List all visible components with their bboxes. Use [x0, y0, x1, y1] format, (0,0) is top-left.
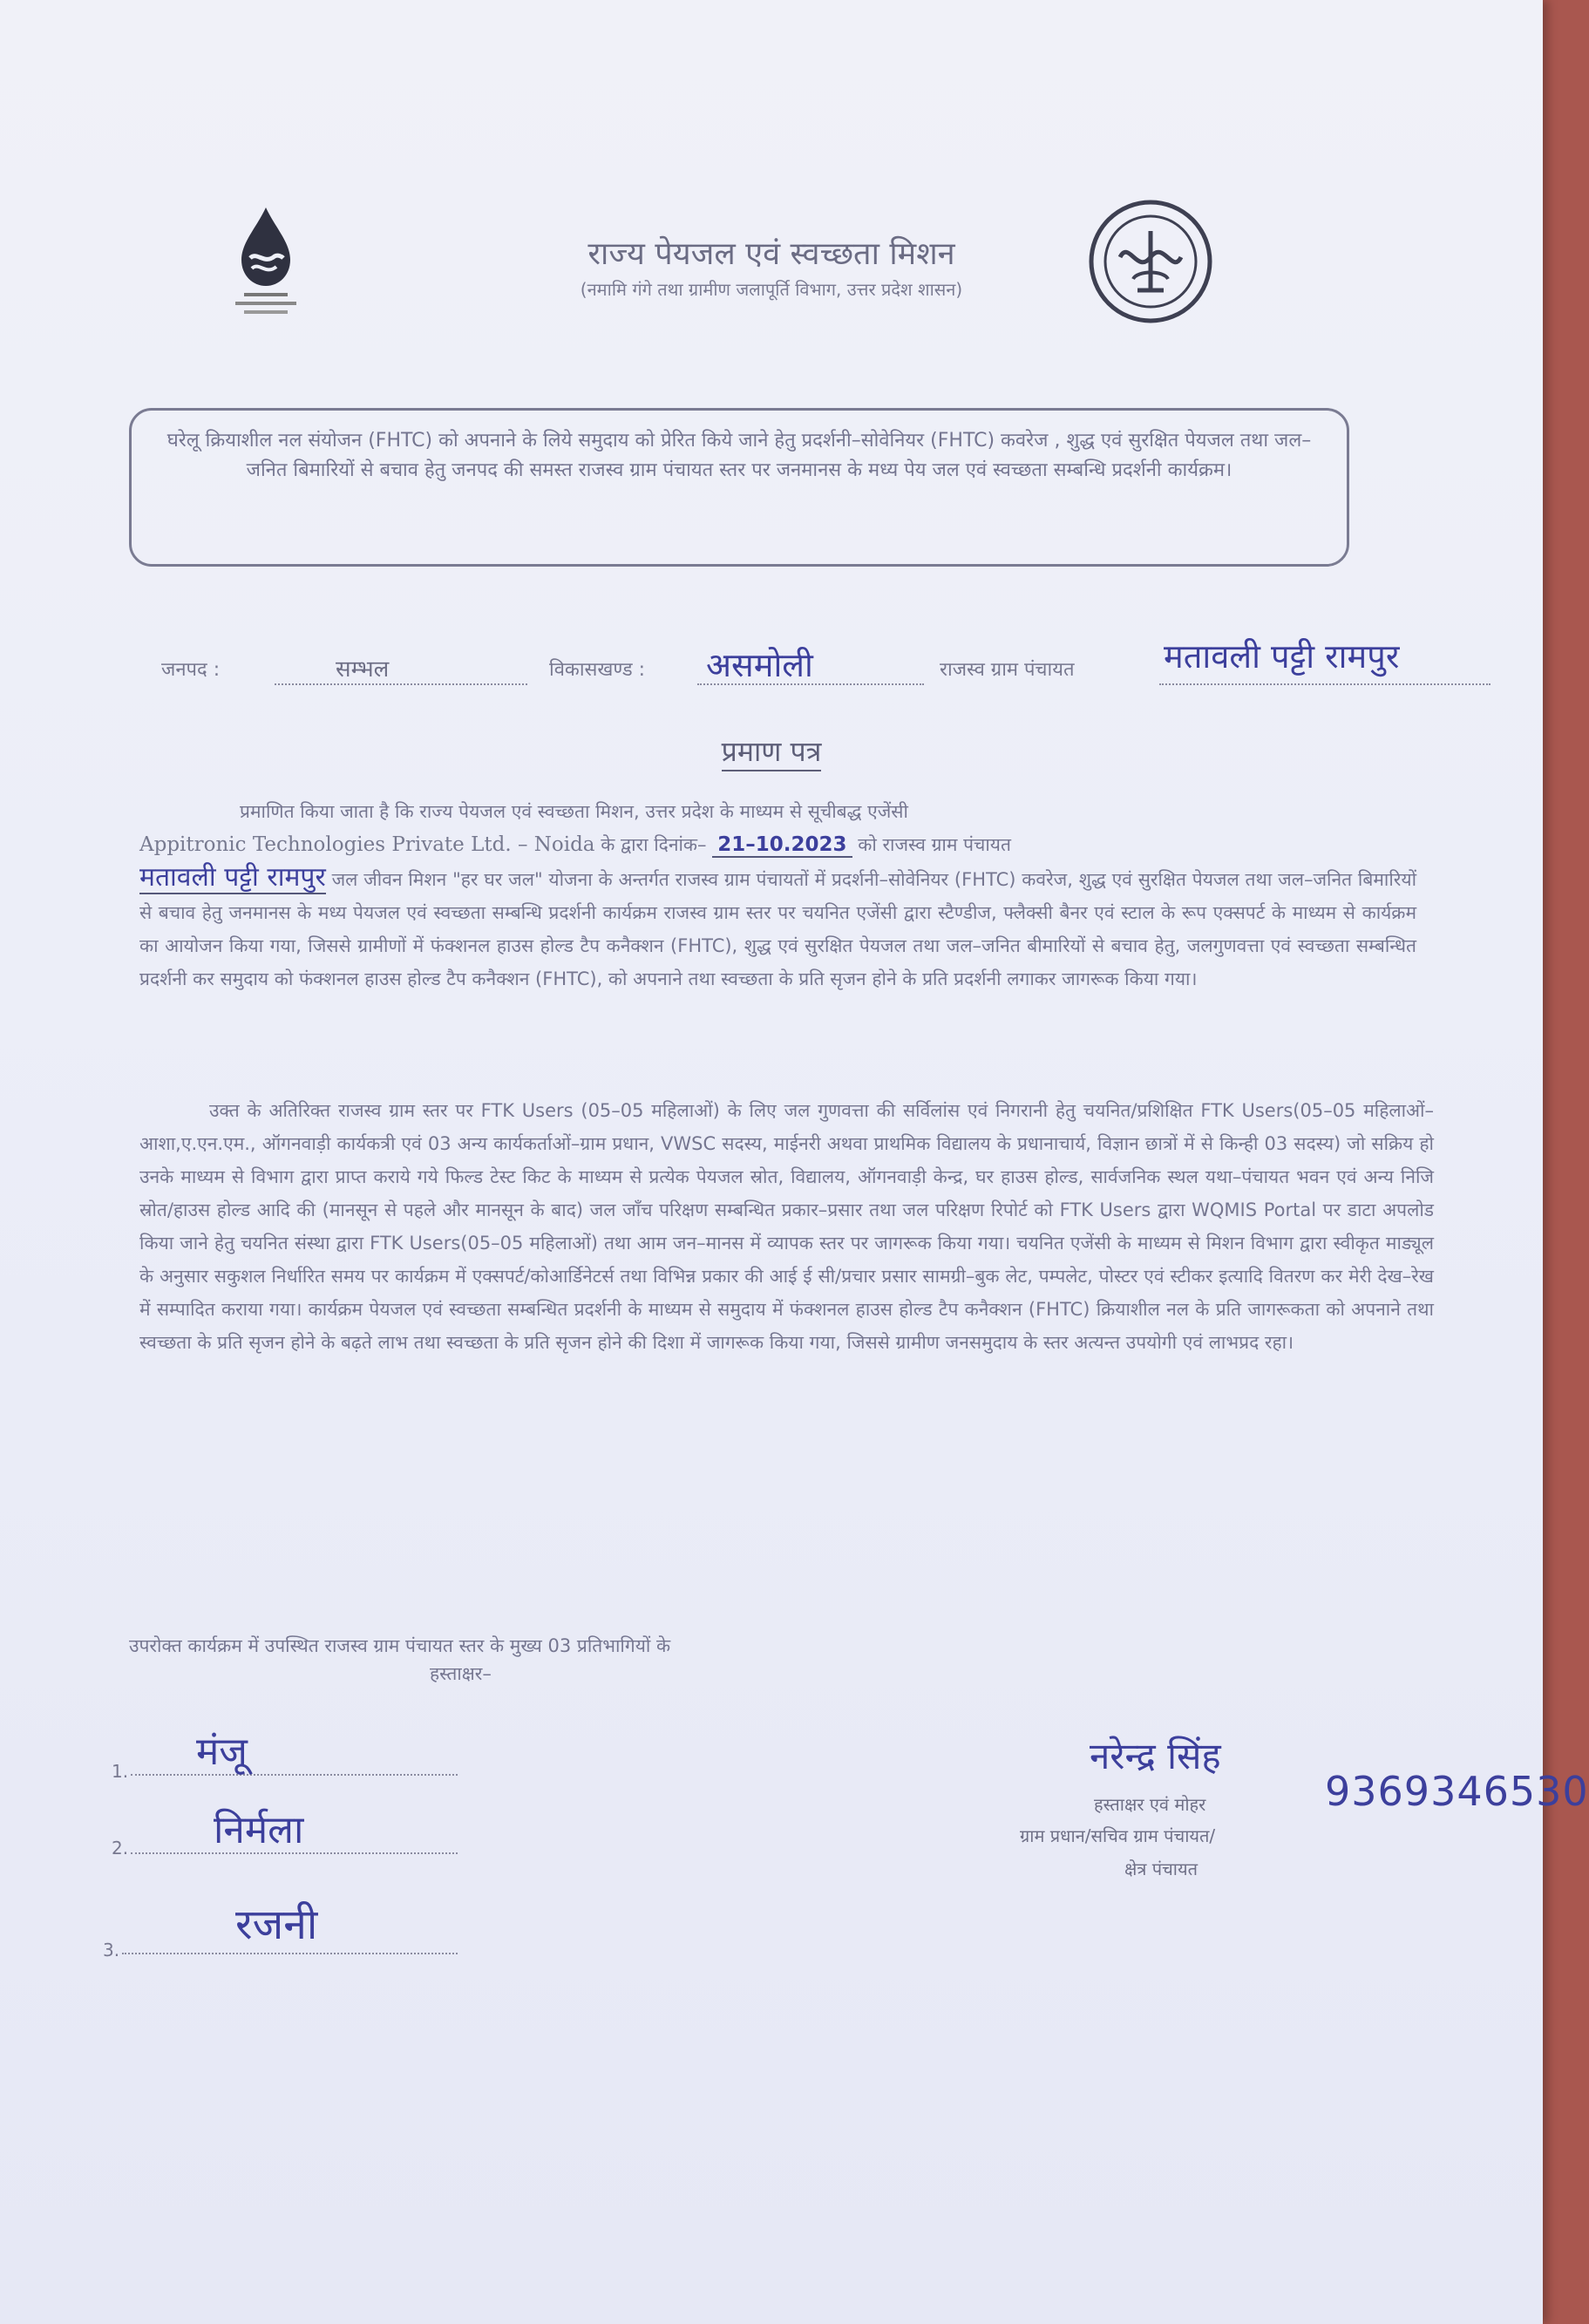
panchayat-handwritten: मतावली पट्टी रामपुर — [139, 862, 326, 893]
mission-title: राज्य पेयजल एवं स्वच्छता मिशन — [587, 236, 955, 272]
program-description-box — [129, 408, 1349, 567]
agency-name: Appitronic Technologies Private Ltd. – Noida — [139, 833, 595, 856]
participant-3-signature: रजनी — [235, 1900, 318, 1949]
participant-2-signature: निर्मला — [214, 1808, 304, 1852]
para1-rest: जल जीवन मिशन "हर घर जल" योजना के अन्तर्गत राजस्व ग्राम पंचायतों में प्रदर्शनी–सोवेनियर (FHTC) कवरेज, शुद्ध एवं सुरक्षित पेयजल तथा जल–जनित बिमारियों से बचाव हेतु जनमानस के मध्य पेयजल एवं स्वच्छता सम्बन्धि प्रदर्शनी कार्यक्रम राजस्व ग्राम स्तर पर चयनित एजेंसी द्वारा स्टैण्डीज, फ्लैक्सी बैनर एवं स्टाल के रूप एक्सपर्ट के माध्यम से कार्यक्रम का आयोजन किया गया, जिससे ग्रामीणों में फंक्शनल हाउस होल्ड टैप कनैक्शन (FHTC), शुद्ध एवं सुरक्षित पेयजल तथा जल–जनित बीमारियों से बचाव हेतु, जलगुणवत्ता एवं स्वच्छता सम्बन्धित प्रदर्शनी कर समुदाय को फंक्शनल हाउस होल्ड टैप कनैक्शन (FHTC), को अपनाने तथा स्वच्छता के प्रति सृजन होने के प्रति प्रदर्शनी लगाकर जागरूक किया गया। — [139, 869, 1417, 989]
participant-2-signature-line — [131, 1808, 458, 1854]
para2-text: उक्त के अतिरिक्त राजस्व ग्राम स्तर पर FTK Users (05–05 महिलाओं) के लिए जल गुणवत्ता की सर्विलांस एवं निगरानी हेतु चयनित/प्रशिक्षित FTK Users(05–05 महिलाओं–आशा,ए.एन.एम., ऑगनवाड़ी कार्यकत्री एवं 03 अन्य कार्यकर्ताओं–ग्राम प्रधान, VWSC सदस्य, माईनरी अथवा प्राथमिक विद्यालय के प्रधानाचार्य, विज्ञान छात्रों में से किन्ही 03 सदस्य) जो सक्रिय हो उनके माध्यम से विभाग द्वारा प्राप्त कराये गये फिल्ड टेस्ट किट के माध्यम से प्रत्येक पेयजल स्रोत, विद्यालय, ऑगनवाड़ी केन्द्र, घर हाउस होल्ड, सार्वजनिक स्थल यथा–पंचायत भवन एवं अन्य निजि स्रोत/हाउस होल्ड आदि की (मानसून से पहले और मानसून के बाद) जल जाँच परिक्षण सम्बन्धित प्रकार–प्रसार तथा जल परिक्षण रिपोर्ट को FTK Users द्वारा WQMIS Portal पर डाटा अपलोड किया जाने हेतु चयनित संस्था द्वारा FTK Users(05–05 महिलाओं) तथा आम जन–मानस में व्यापक स्तर पर जागरूक किया गया। चयनित एजेंसी के माध्यम से मिशन विभाग द्वारा स्वीकृत माड्यूल के अनुसार सकुशल निर्धारित समय पर कार्यक्रम में एक्सपर्ट/कोआर्डिनेटर्स तथा विभिन्न प्रकार की आई ई सी/प्रचार प्रसार सामग्री–बुक लेट, पम्पलेट, पोस्टर एवं स्टीकर इत्यादि वितरण कर मेरी देख–रेख में सम्पादित कराया गया। कार्यक्रम पेयजल एवं स्वच्छता सम्बन्धित प्रदर्शनी के माध्यम से समुदाय में फंक्शनल हाउस होल्ड टैप कनैक्शन (FHTC) क्रियाशील नल के प्रति जागरूकता को अपनाने तथा स्वच्छता के प्रति सृजन होने के बढ़ते लाभ तथा स्वच्छता के प्रति सृजन होने की दिशा में जागरूक किया गया, जिससे ग्रामीण जनसमुदाय के स्तर अत्यन्त उपयोगी एवं लाभप्रद रहा। — [139, 1100, 1434, 1353]
participant-1-signature: मंजू — [196, 1729, 248, 1774]
mission-subtitle: (नमामि गंगे तथा ग्रामीण जलापूर्ति विभाग, उत्तर प्रदेश शासन) — [580, 279, 963, 300]
participant-3-number: 3. — [103, 1940, 120, 1960]
block-value: असमोली — [706, 646, 813, 684]
signature-intro-line1: उपरोक्त कार्यक्रम में उपस्थित राजस्व ग्राम पंचायत स्तर के मुख्य 03 प्रतिभागियों के — [129, 1635, 671, 1656]
district-label: जनपद : — [161, 659, 221, 681]
participant-2-number: 2. — [112, 1838, 129, 1859]
block-label: विकासखण्ड : — [549, 659, 646, 681]
certificate-paragraph-1 — [139, 795, 1416, 996]
official-line-1: हस्ताक्षर एवं मोहर — [1094, 1794, 1206, 1815]
signature-intro-line2: हस्ताक्षर– — [430, 1663, 492, 1684]
event-date: 21–10.2023 — [712, 833, 852, 858]
after-date-text: को राजस्व ग्राम पंचायत — [858, 834, 1011, 855]
panchayat-label: राजस्व ग्राम पंचायत — [940, 659, 1075, 681]
official-signature: नरेन्द्र सिंह — [1090, 1735, 1221, 1777]
program-description: घरेलू क्रियाशील नल संयोजन (FHTC) को अपनाने के लिये समुदाय को प्रेरित किये जाने हेतु प्रदर्शनी–सोवेनियर (FHTC) कवरेज , शुद्ध एवं सुरक्षित पेयजल तथा जल–जनित बिमारियों से बचाव हेतु जनपद की समस्त राजस्व ग्राम पंचायत स्तर पर जनमानस के मध्य पेय जल एवं स्वच्छता सम्बन्धि प्रदर्शनी कार्यक्रम। — [166, 430, 1312, 481]
official-line-3: क्षेत्र पंचायत — [1124, 1859, 1198, 1879]
district-value: सम्भल — [336, 656, 390, 683]
certificate-paragraph-2 — [139, 1094, 1434, 1359]
official-phone: 9369346530 — [1325, 1768, 1589, 1815]
panchayat-field — [1159, 637, 1491, 685]
participant-3-signature-line — [122, 1900, 458, 1954]
participant-1-number: 1. — [112, 1761, 129, 1782]
block-field — [697, 646, 924, 685]
certificate-heading: प्रमाण पत्र — [0, 732, 1543, 770]
signature-intro — [129, 1632, 1001, 1688]
district-field — [275, 652, 527, 685]
para1-start: प्रमाणित किया जाता है कि राज्य पेयजल एवं स्वच्छता मिशन, उत्तर प्रदेश के माध्यम से सूचीबद्ध एजेंसी — [240, 801, 908, 822]
date-label: के द्वारा दिनांक– — [601, 834, 707, 855]
participant-1-signature-line — [131, 1729, 458, 1776]
panchayat-value: मतावली पट्टी रामपुर — [1164, 637, 1400, 676]
official-line-2: ग्राम प्रधान/सचिव ग्राम पंचायत/ — [1020, 1825, 1216, 1846]
